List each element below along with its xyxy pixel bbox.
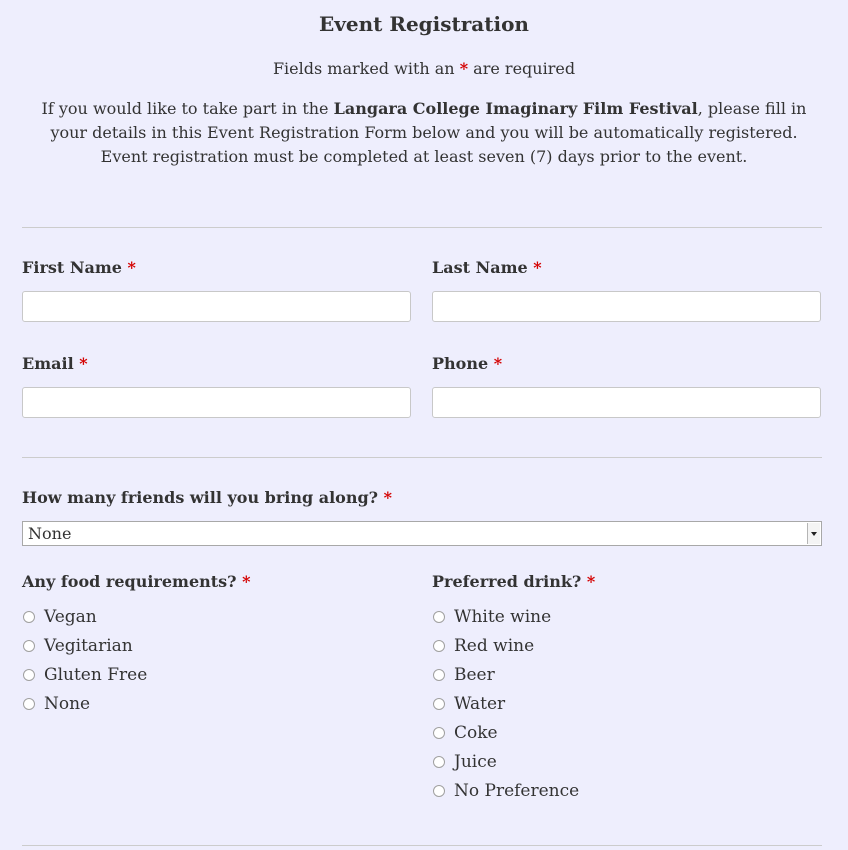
radio-button[interactable] xyxy=(23,669,35,681)
food-options xyxy=(22,602,147,718)
food-label-text: Any food requirements? xyxy=(22,572,237,591)
drink-option[interactable] xyxy=(432,660,579,689)
friends-select[interactable] xyxy=(22,521,822,546)
drink-label xyxy=(432,572,595,591)
required-star: * xyxy=(533,258,542,277)
friends-label-text: How many friends will you bring along? xyxy=(22,488,379,507)
divider xyxy=(22,457,822,458)
required-star: * xyxy=(79,354,88,373)
drink-option-label[interactable]: Juice xyxy=(454,751,497,772)
radio-button[interactable] xyxy=(23,698,35,710)
drink-options xyxy=(432,602,579,805)
food-option[interactable] xyxy=(22,689,147,718)
radio-button[interactable] xyxy=(433,785,445,797)
drink-label-text: Preferred drink? xyxy=(432,572,582,591)
radio-button[interactable] xyxy=(433,727,445,739)
drink-option[interactable] xyxy=(432,602,579,631)
last-name-label xyxy=(432,258,542,277)
drink-option-label[interactable]: White wine xyxy=(454,606,552,627)
chevron-down-icon[interactable] xyxy=(807,523,820,544)
intro-after: , please fill in your details in this Event Registration Form below and you will be automatically registered. Event registration must be completed at least seven (7) days prior to the event. xyxy=(50,99,807,166)
drink-option[interactable] xyxy=(432,747,579,776)
friends-label xyxy=(22,488,392,507)
friends-selected-value: None xyxy=(28,524,72,543)
first-name-label-text: First Name xyxy=(22,258,122,277)
food-option[interactable] xyxy=(22,631,147,660)
drink-option-label[interactable]: Water xyxy=(454,693,506,714)
food-option-label[interactable]: Vegan xyxy=(44,606,97,627)
radio-button[interactable] xyxy=(433,698,445,710)
required-star: * xyxy=(586,572,596,591)
required-star: * xyxy=(459,59,469,78)
event-name: Langara College Imaginary Film Festival xyxy=(333,99,698,118)
required-note xyxy=(0,59,848,78)
email-input[interactable] xyxy=(22,387,411,418)
first-name-input[interactable] xyxy=(22,291,411,322)
drink-option-label[interactable]: Beer xyxy=(454,664,495,685)
drink-option[interactable] xyxy=(432,689,579,718)
radio-button[interactable] xyxy=(433,756,445,768)
drink-option-label[interactable]: No Preference xyxy=(454,780,580,801)
phone-input[interactable] xyxy=(432,387,821,418)
required-star: * xyxy=(383,488,392,507)
food-option-label[interactable]: None xyxy=(44,693,91,714)
required-star: * xyxy=(493,354,503,373)
intro-text xyxy=(30,97,818,169)
intro-before: If you would like to take part in the xyxy=(41,99,329,118)
food-option-label[interactable]: Gluten Free xyxy=(44,664,148,685)
radio-button[interactable] xyxy=(23,611,35,623)
divider xyxy=(22,227,822,228)
required-star: * xyxy=(127,258,136,277)
radio-button[interactable] xyxy=(23,640,35,652)
required-note-suffix: are required xyxy=(473,59,576,78)
divider xyxy=(22,845,822,846)
drink-option-label[interactable]: Red wine xyxy=(454,635,535,656)
email-label xyxy=(22,354,88,373)
drink-option[interactable] xyxy=(432,776,579,805)
last-name-label-text: Last Name xyxy=(432,258,528,277)
last-name-input[interactable] xyxy=(432,291,821,322)
food-option[interactable] xyxy=(22,660,147,689)
required-star: * xyxy=(242,572,251,591)
email-label-text: Email xyxy=(22,354,74,373)
first-name-label xyxy=(22,258,136,277)
radio-button[interactable] xyxy=(433,611,445,623)
drink-option[interactable] xyxy=(432,631,579,660)
required-note-prefix: Fields marked with an xyxy=(272,59,455,78)
drink-option[interactable] xyxy=(432,718,579,747)
food-option[interactable] xyxy=(22,602,147,631)
radio-button[interactable] xyxy=(433,640,445,652)
food-label xyxy=(22,572,250,591)
phone-label-text: Phone xyxy=(432,354,489,373)
form-title: Event Registration xyxy=(319,12,529,36)
food-option-label[interactable]: Vegitarian xyxy=(44,635,133,656)
radio-button[interactable] xyxy=(433,669,445,681)
phone-label xyxy=(432,354,502,373)
drink-option-label[interactable]: Coke xyxy=(454,722,498,743)
